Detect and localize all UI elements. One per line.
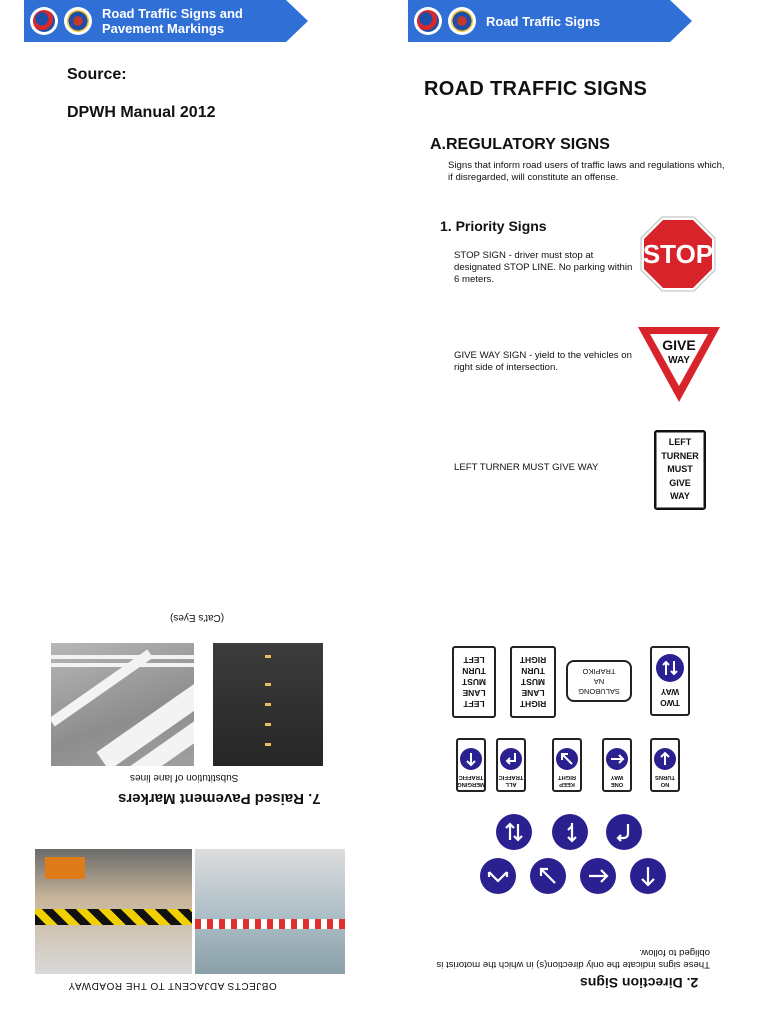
- page-heading: ROAD TRAFFIC SIGNS: [424, 78, 648, 100]
- one-way-sign: [602, 738, 632, 792]
- left-turner-line: WAY: [670, 491, 690, 502]
- salubong-sign: [566, 660, 632, 702]
- left-turner-line: TURNER: [661, 450, 699, 461]
- fork-arrows-icon: [480, 858, 516, 894]
- regulatory-heading: A.REGULATORY SIGNS: [430, 136, 610, 153]
- lto-seal-icon: [448, 7, 476, 35]
- give-sign-line1: GIVE: [662, 337, 696, 353]
- all-traffic-sign: [496, 738, 526, 792]
- sign-line: SALUBONG: [578, 687, 620, 696]
- right-page: [384, 0, 768, 1024]
- diagonal-arrow-icon: [556, 748, 578, 770]
- regulatory-description: Signs that inform road users of traffic laws and regulations which, if disregarded, will constitute an offense.: [448, 160, 725, 183]
- left-turner-line: LEFT: [668, 437, 692, 448]
- left-banner-title: Road Traffic Signs and Pavement Markings: [102, 6, 243, 36]
- sign-line: TURN: [462, 666, 486, 677]
- give-way-sign-icon: [636, 324, 722, 404]
- small-sign-label: MERGING TRAFFIC: [457, 774, 485, 787]
- right-banner: [408, 0, 670, 42]
- give-way-desc: - yield to the vehicles on right side of intersection.: [454, 350, 632, 373]
- objects-caption: OBJECTS ADJACENT TO THE ROADWAY: [68, 980, 277, 991]
- sign-line: MUST: [461, 677, 487, 688]
- left-turner-sign: [654, 430, 706, 510]
- sign-line: LANE: [462, 688, 486, 699]
- cats-eyes-photo: [213, 643, 323, 766]
- sign-line: MUST: [520, 677, 546, 688]
- left-turner-description: LEFT TURNER MUST GIVE WAY: [454, 462, 599, 473]
- two-way-sign: [650, 646, 690, 716]
- sign-line: RIGHT: [519, 655, 547, 666]
- lto-seal-icon: [64, 7, 92, 35]
- substitution-caption: Substitution of lane lines: [130, 772, 239, 783]
- keep-right-sign: [552, 738, 582, 792]
- left-turner-line: MUST: [667, 464, 693, 475]
- sign-line: TWO: [660, 698, 680, 708]
- dotr-logo-icon: [414, 7, 442, 35]
- down-arrow-icon: [630, 858, 666, 894]
- turn-arrow-icon: [500, 748, 522, 770]
- two-way-arrows-icon: [656, 654, 684, 682]
- give-sign-line2: WAY: [668, 355, 690, 366]
- lane-left-sign: [452, 646, 496, 718]
- sign-line: RIGHT: [519, 699, 547, 710]
- source-label: Source:: [67, 66, 127, 83]
- two-way-arrows-icon: [496, 814, 532, 850]
- arrow-down-left-icon: [552, 814, 588, 850]
- right-arrow-icon: [580, 858, 616, 894]
- small-sign-label: NO TURNS: [655, 774, 675, 787]
- stop-sign-label: STOP SIGN: [454, 250, 506, 261]
- stop-sign-description: [454, 250, 634, 286]
- cats-eyes-caption: (Cat's Eyes): [170, 612, 225, 623]
- road-marker-photo: [51, 643, 194, 766]
- toll-booth-photo: [195, 849, 345, 974]
- dotr-logo-icon: [30, 7, 58, 35]
- left-banner: [24, 0, 286, 42]
- no-turns-sign: [650, 738, 680, 792]
- sign-line: TRAPIKO: [582, 667, 616, 676]
- source-value: DPWH Manual 2012: [67, 104, 216, 121]
- right-banner-title: Road Traffic Signs: [486, 13, 601, 29]
- direction-title: 2. Direction Signs: [580, 975, 699, 991]
- small-sign-label: KEEP RIGHT: [557, 774, 577, 787]
- stop-sign-text: STOP: [642, 239, 714, 269]
- priority-heading: 1. Priority Signs: [440, 218, 547, 234]
- sign-line: LEFT: [463, 699, 485, 710]
- sign-line: LANE: [521, 688, 545, 699]
- toll-plaza-photo: [35, 849, 192, 974]
- merge-arrow-icon: [460, 748, 482, 770]
- merging-traffic-sign: [456, 738, 486, 792]
- sign-line: WAY: [660, 687, 680, 697]
- diagonal-arrow-icon: [530, 858, 566, 894]
- lane-right-sign: [510, 646, 556, 718]
- sign-line: NA: [593, 677, 605, 686]
- direction-description: These signs indicate the only direction(s) in which the motorist is obliged to follow.: [436, 947, 710, 970]
- straight-arrow-icon: [654, 748, 676, 770]
- stop-sign-icon: [640, 216, 716, 292]
- left-turner-line: GIVE: [669, 477, 691, 488]
- left-arrow-icon: [606, 748, 628, 770]
- small-sign-label: ALL TRAFFIC: [498, 774, 524, 787]
- stop-sign-desc: - driver must stop at designated STOP LINE. No parking within 6 meters.: [454, 250, 633, 285]
- sign-line: TURN: [521, 666, 545, 677]
- give-way-description: [454, 350, 634, 374]
- sign-line: LEFT: [463, 655, 485, 666]
- give-way-label: GIVE WAY SIGN: [454, 350, 527, 361]
- u-turn-arrow-icon: [606, 814, 642, 850]
- raised-markers-title: 7. Raised Pavement Markers: [118, 790, 321, 807]
- small-sign-label: ONE WAY: [610, 774, 624, 787]
